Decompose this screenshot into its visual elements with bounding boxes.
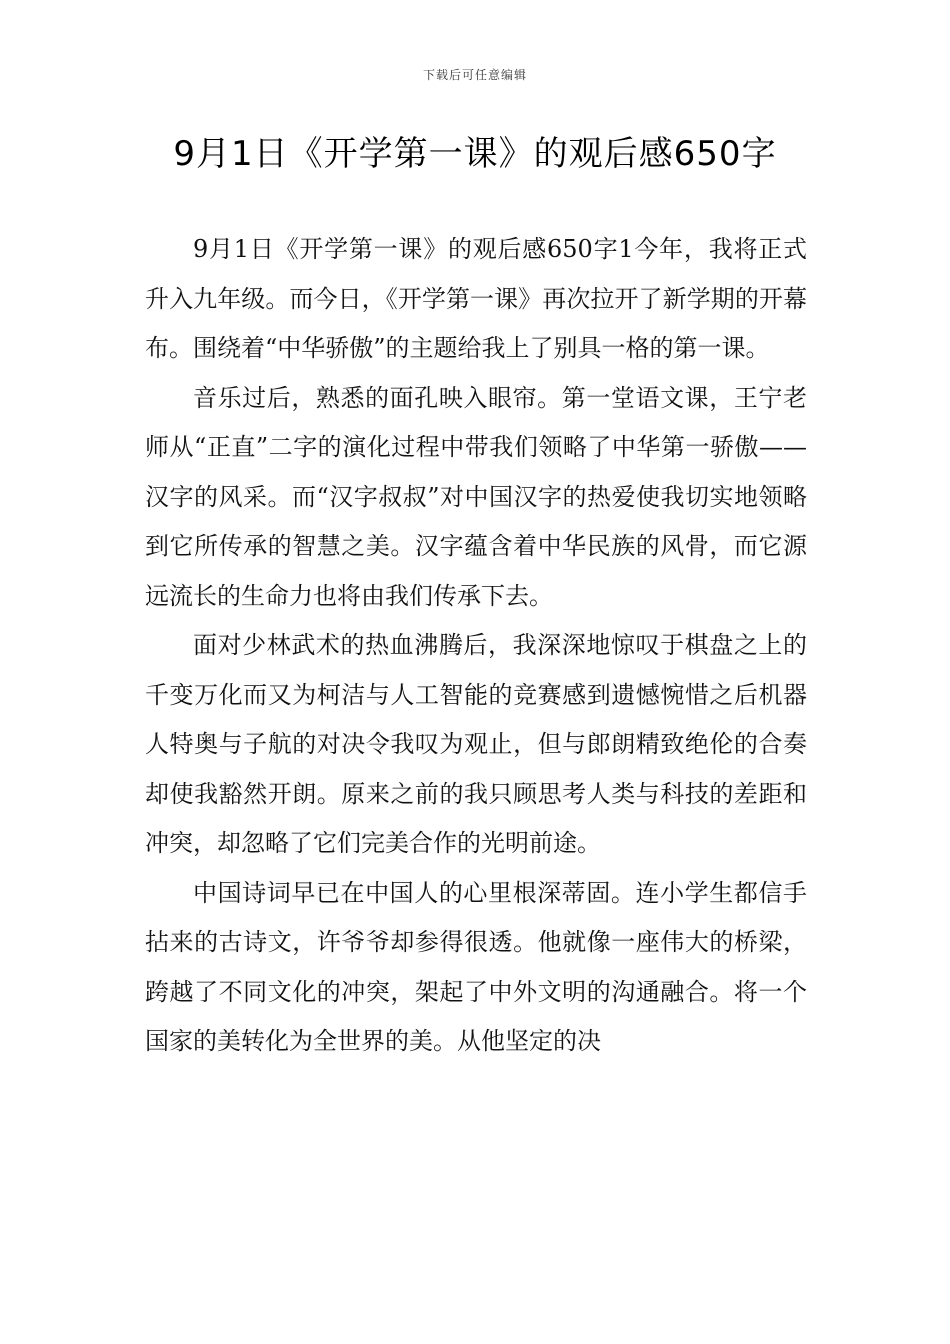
- paragraph: 9月1日《开学第一课》的观后感650字1今年，我将正式升入九年级。而今日，《开学第一课》再次拉开了新学期的开幕布。围绕着“中华骄傲”的主题给我上了别具一格的第一课。: [145, 235, 807, 362]
- paragraph: 面对少林武术的热血沸腾后，我深深地惊叹于棋盘之上的千变万化而又为柯洁与人工智能的竞赛感到遗憾惋惜之后机器人特奥与子航的对决令我叹为观止，但与郎朗精致绝伦的合奏却使我豁然开朗。原来之前的我只顾思考人类与科技的差距和冲突，却忽略了它们完美合作的光明前途。: [145, 631, 807, 857]
- paragraph: 中国诗词早已在中国人的心里根深蒂固。连小学生都信手拈来的古诗文，许爷爷却参得很透。他就像一座伟大的桥梁，跨越了不同文化的冲突，架起了中外文明的沟通融合。将一个国家的美转化为全世界的美。从他坚定的决: [145, 878, 807, 1055]
- document-body: [145, 225, 807, 1067]
- paragraph: 音乐过后，熟悉的面孔映入眼帘。第一堂语文课，王宁老师从“正直”二字的演化过程中带我们领略了中华第一骄傲——汉字的风采。而“汉字叔叔”对中国汉字的热爱使我切实地领略到它所传承的智慧之美。汉字蕴含着中华民族的风骨，而它源远流长的生命力也将由我们传承下去。: [145, 383, 807, 610]
- header-note: 下载后可任意编辑: [422, 68, 527, 82]
- document-title: 9月1日《开学第一课》的观后感650字: [173, 134, 777, 174]
